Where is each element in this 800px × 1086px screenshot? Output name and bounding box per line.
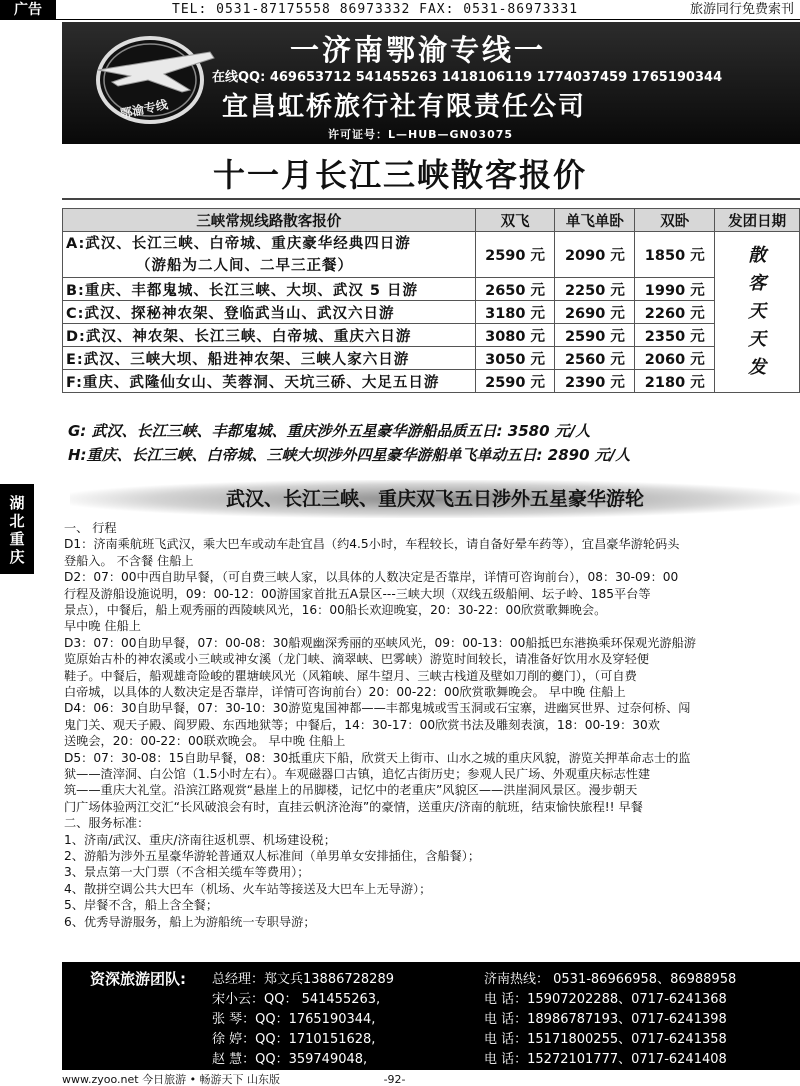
itinerary-line: 行程及游船设施说明，09：00-12：00游国家首批五A景区---三峡大坝（双线五级船闸、坛子岭、185平台等 bbox=[64, 586, 651, 601]
table-row bbox=[63, 232, 800, 278]
contact-left: 赵 慧：QQ：359749048, bbox=[212, 1052, 368, 1067]
table-row bbox=[63, 301, 800, 324]
footer-site: www.zyoo.net 今日旅游 • 畅游天下 山东版 bbox=[62, 1073, 281, 1086]
price-cell: 2590 元 bbox=[475, 232, 555, 278]
itinerary-line: 4、散拼空调公共大巴车（机场、火车站等接送及大巴车上无导游）； bbox=[64, 881, 432, 896]
itinerary-line: D3：07：00自助早餐，07：00-08：30船观幽深秀丽的巫峡风光，09：00-13：00船抵巴东港换乘环保观光游船游 bbox=[64, 635, 696, 650]
price-cell: 2590 元 bbox=[555, 324, 635, 347]
price-cell: 3080 元 bbox=[475, 324, 555, 347]
contact-left: 张 琴：QQ：1765190344, bbox=[212, 1012, 376, 1027]
price-cell: 2650 元 bbox=[475, 278, 555, 301]
side-tab-char: 北 bbox=[9, 512, 25, 530]
side-tab-hubei-chongqing bbox=[0, 484, 34, 574]
price-cell: 1990 元 bbox=[635, 278, 715, 301]
route-name: A:武汉、长江三峡、白帝城、重庆豪华经典四日游 bbox=[66, 235, 411, 252]
route-cell bbox=[63, 232, 476, 278]
price-cell: 1850 元 bbox=[635, 232, 715, 278]
route-note: （游船为二人间、二早三正餐） bbox=[136, 257, 353, 274]
route-cell: F:重庆、武隆仙女山、芙蓉洞、天坑三硚、大足五日游 bbox=[63, 370, 476, 393]
itinerary-line: D4：06：30自助早餐，07：30-10：30游览鬼国神都——丰都鬼城或雪玉洞或石宝寨，进幽冥世界、过奈何桥、闯 bbox=[64, 701, 691, 716]
table-row bbox=[63, 324, 800, 347]
header-departure: 发团日期 bbox=[715, 209, 800, 232]
price-cell: 2350 元 bbox=[635, 324, 715, 347]
price-cell: 2590 元 bbox=[475, 370, 555, 393]
tel-fax: TEL: 0531-87175558 86973332 FAX: 0531-86973331 bbox=[172, 2, 579, 17]
price-cell: 2560 元 bbox=[555, 347, 635, 370]
itinerary-line: 1、济南/武汉、重庆/济南往返机票、机场建设税； bbox=[64, 832, 336, 847]
ad-label: 广告 bbox=[0, 0, 56, 20]
contact-right: 电 话：15171800255、0717-6241358 bbox=[484, 1032, 727, 1047]
line-name: 一济南鄂渝专线一 bbox=[290, 33, 547, 67]
price-cell: 2690 元 bbox=[555, 301, 635, 324]
itinerary-line: D2：07：00中西自助早餐，（可自费三峡人家，以具体的人数决定是否靠岸，详情可咨询前台），08：30-09：00 bbox=[64, 570, 679, 585]
price-cell: 3180 元 bbox=[475, 301, 555, 324]
logo-text: 鄂渝专线 bbox=[119, 97, 170, 122]
itinerary-line: 送晚会，20：00-22：00联欢晚会。 早中晚 住船上 bbox=[64, 734, 346, 749]
contact-left: 宋小云：QQ： 541455263, bbox=[212, 992, 381, 1007]
itinerary-line: 鞋子。中餐后，船观雄奇险峻的瞿塘峡风光（风箱峡、犀牛望月、三峡古栈道及壁如刀削的夔门），（可自费 bbox=[64, 668, 637, 683]
publication-note: 旅游同行免费索刊 bbox=[689, 2, 794, 17]
route-cell: B:重庆、丰都鬼城、长江三峡、大坝、武汉 5 日游 bbox=[63, 278, 476, 301]
contact-left: 总经理：郑文兵13886728289 bbox=[212, 972, 394, 987]
itinerary-line: 2、游船为涉外五星豪华游轮普通双人标准间（单男单女安排插住，含船餐）； bbox=[64, 849, 481, 863]
itinerary-line: 览原始古朴的神农溪或小三峡或神女溪（龙门峡、滴翠峡、巴雾峡）游览时间较长，请准备好饮用水及穿轻便 bbox=[64, 652, 649, 667]
price-cell: 2390 元 bbox=[555, 370, 635, 393]
itinerary-line: 门广场体验两江交汇“长风破浪会有时，直挂云帆济沧海”的豪情，送重庆/济南的航班，结束愉快旅程!! 早餐 bbox=[64, 799, 643, 814]
price-cell: 2180 元 bbox=[635, 370, 715, 393]
side-tab-char: 湖 bbox=[9, 494, 25, 512]
contact-right: 电 话：15272101777、0717-6241408 bbox=[484, 1052, 727, 1067]
departure-text: 散客天天发 bbox=[748, 245, 767, 378]
route-cell: C:武汉、探秘神农架、登临武当山、武汉六日游 bbox=[63, 301, 476, 324]
itinerary-line: 3、景点第一大门票（不含相关缆车等费用）； bbox=[64, 865, 310, 880]
contact-right: 电 话：18986787193、0717-6241398 bbox=[484, 1012, 727, 1027]
table-header-row bbox=[63, 209, 800, 232]
header-route: 三峡常规线路散客报价 bbox=[63, 209, 476, 232]
price-cell: 2260 元 bbox=[635, 301, 715, 324]
route-g-offer: G: 武汉、长江三峡、丰都鬼城、重庆涉外五星豪华游船品质五日: 3580 元/人 bbox=[68, 422, 591, 440]
header-double-flight: 双飞 bbox=[475, 209, 555, 232]
itinerary-line: 早中晚 住船上 bbox=[64, 619, 141, 634]
itinerary-line: D5：07：30-08：15自助早餐，08：30抵重庆下船，欣赏天上街市、山水之城的重庆风貌，游览关押革命志士的监 bbox=[64, 750, 691, 765]
contact-right: 济南热线： 0531-86966958、86988958 bbox=[484, 972, 737, 987]
table-row bbox=[63, 370, 800, 393]
top-bar bbox=[0, 0, 800, 20]
main-title: 十一月长江三峡散客报价 bbox=[212, 156, 587, 194]
table-row bbox=[63, 347, 800, 370]
airplane-logo-icon bbox=[90, 28, 220, 128]
route-cell: E:武汉、三峡大坝、船进神农架、三峡人家六日游 bbox=[63, 347, 476, 370]
company-banner bbox=[62, 22, 800, 144]
team-label: 资深旅游团队: bbox=[90, 970, 186, 988]
contacts-panel bbox=[62, 962, 800, 1070]
price-table bbox=[62, 208, 800, 393]
online-qq: 在线QQ: 469653712 541455263 1418106119 1774037459 1765190344 bbox=[212, 70, 723, 85]
itinerary-line: 5、岸餐不含，船上含全餐； bbox=[64, 898, 219, 913]
itinerary-line: 鬼门关、观天子殿、阎罗殿、东西地狱等；中餐后，14：30-17：00欣赏书法及雕刻表演，18：00-19：30欢 bbox=[64, 717, 660, 732]
contact-left: 徐 婷：QQ：1710151628, bbox=[212, 1032, 376, 1047]
route-h-offer: H:重庆、长江三峡、白帝城、三峡大坝涉外四星豪华游船单飞单动五日: 2890 元/人 bbox=[68, 446, 631, 464]
price-cell: 2060 元 bbox=[635, 347, 715, 370]
side-tab-char: 庆 bbox=[9, 548, 25, 566]
itinerary-line: 景点），中餐后，船上观秀丽的西陵峡风光，16：00船长欢迎晚宴，20：30-22：00欣赏歌舞晚会。 bbox=[64, 603, 607, 617]
itinerary-line: 白帝城，以具体的人数决定是否靠岸，详情可咨询前台）20：00-22：00欣赏歌舞晚会。 早中晚 住船上 bbox=[64, 685, 626, 699]
license-number: 许可证号：L—HUB—GN03075 bbox=[328, 128, 514, 141]
footer bbox=[62, 1071, 406, 1086]
price-cell: 3050 元 bbox=[475, 347, 555, 370]
header-flight-train: 单飞单卧 bbox=[555, 209, 635, 232]
itinerary-line: D1：济南乘航班飞武汉，乘大巴车或动车赴宜昌（约4.5小时，车程较长，请自备好晕车药等），宜昌豪华游轮码头 bbox=[64, 537, 680, 552]
table-row bbox=[63, 278, 800, 301]
company-name: 宜昌虹桥旅行社有限责任公司 bbox=[222, 92, 587, 122]
price-cell: 2250 元 bbox=[555, 278, 635, 301]
route-cell: D:武汉、神农架、长江三峡、白帝城、重庆六日游 bbox=[63, 324, 476, 347]
header-double-train: 双卧 bbox=[635, 209, 715, 232]
price-cell: 2090 元 bbox=[555, 232, 635, 278]
side-tab-char: 重 bbox=[9, 530, 25, 548]
itinerary-line: 登船入。 不含餐 住船上 bbox=[64, 553, 194, 568]
page-number: -92- bbox=[383, 1073, 406, 1086]
itinerary-line: 6、优秀导游服务，船上为游船统一专职导游； bbox=[64, 914, 316, 929]
itinerary-line: 狱——渣滓洞、白公馆（1.5小时左右）。车观磁器口古镇，追忆古街历史；参观人民广场、外观重庆标志性建 bbox=[64, 767, 651, 781]
departure-cell bbox=[715, 232, 800, 393]
itinerary-line: 一、 行程 bbox=[64, 521, 117, 535]
tour-highlight-title: 武汉、长江三峡、重庆双飞五日涉外五星豪华游轮 bbox=[70, 480, 800, 518]
contact-right: 电 话：15907202288、0717-6241368 bbox=[484, 992, 727, 1007]
title-divider bbox=[62, 198, 800, 200]
itinerary-line: 二、服务标准： bbox=[64, 816, 150, 831]
itinerary-line: 筑——重庆大礼堂。沿滨江路观赏“悬崖上的吊脚楼，记忆中的老重庆”风貌区——洪崖洞风景区。漫步朝天 bbox=[64, 783, 638, 798]
